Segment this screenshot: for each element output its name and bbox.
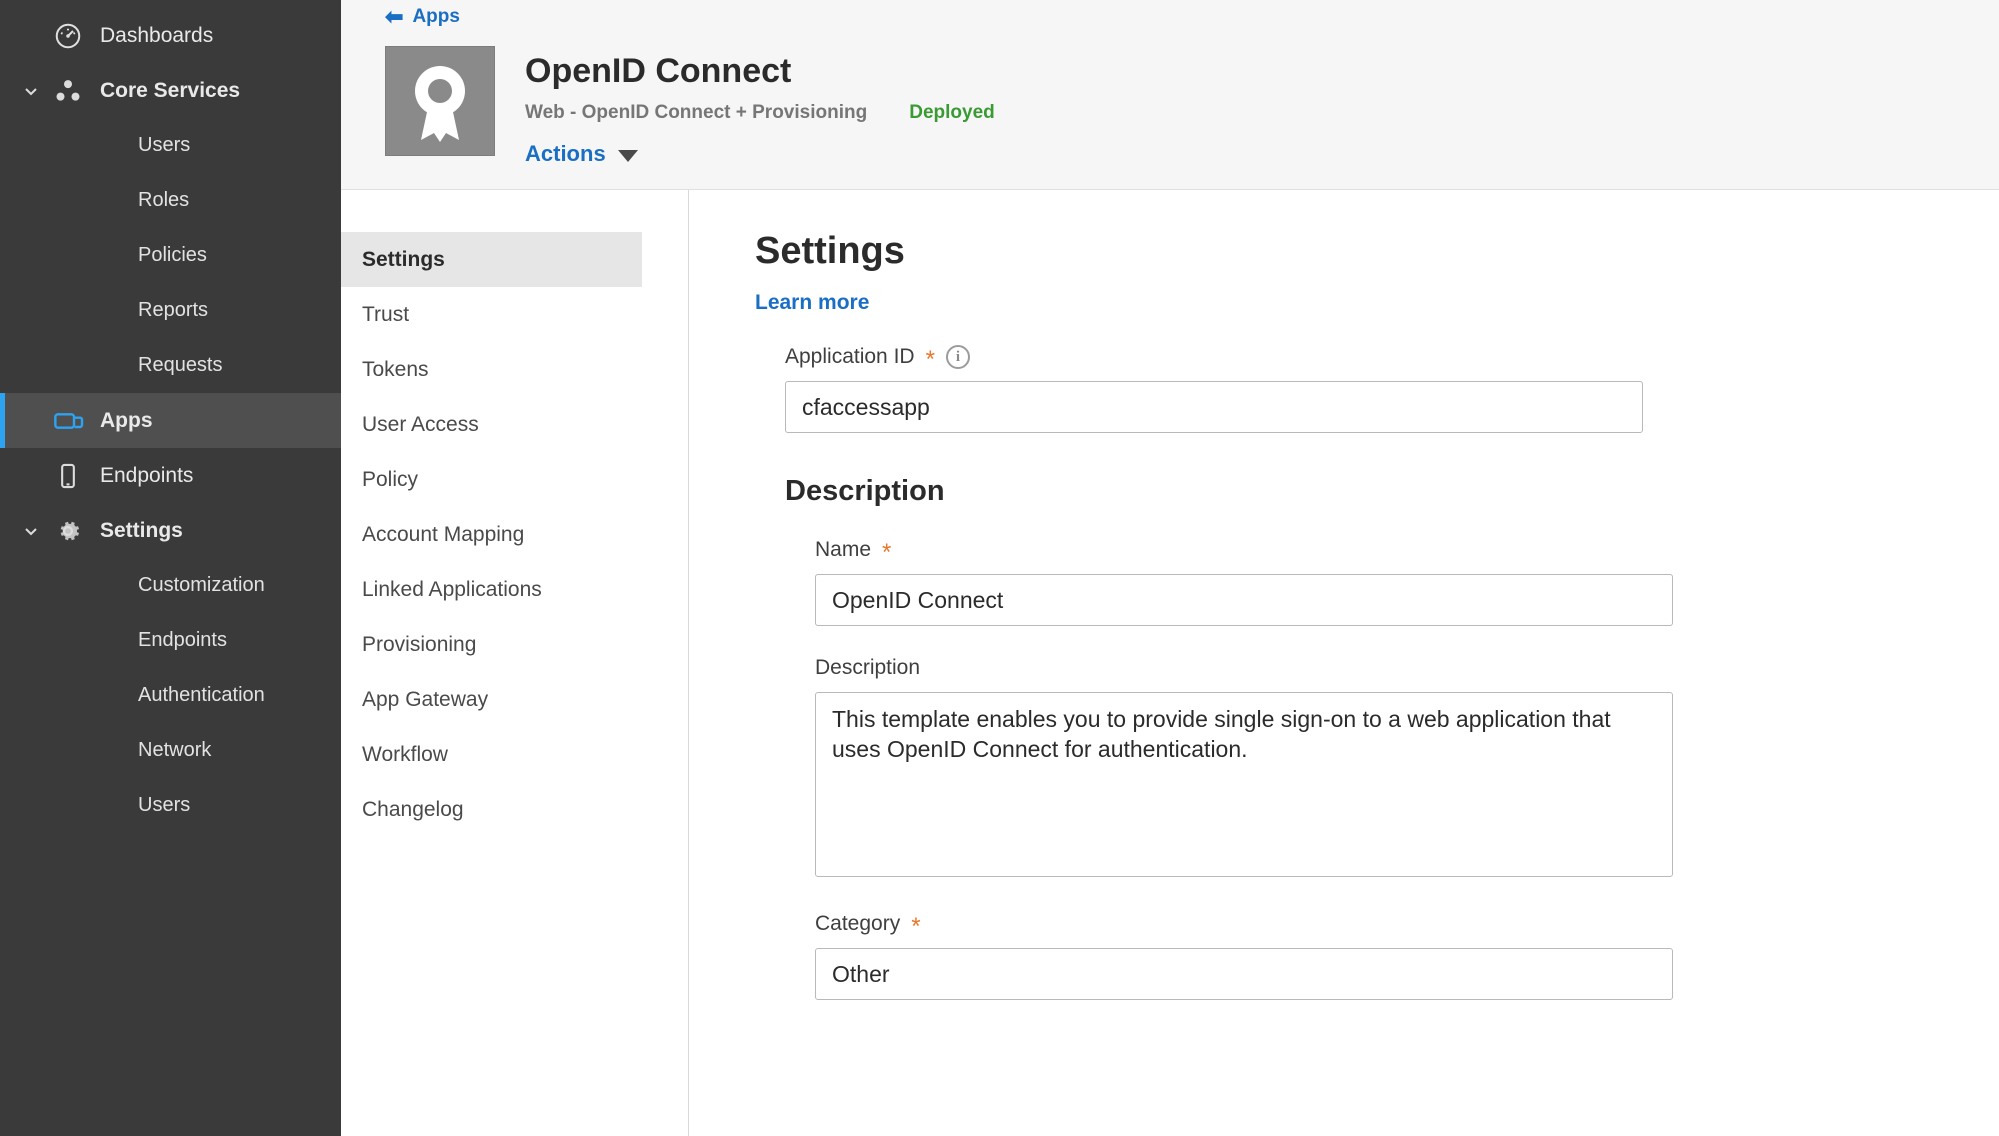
sidebar-item-apps[interactable] [0, 393, 341, 448]
core-services-icon [44, 76, 92, 106]
tab-policy[interactable] [341, 452, 642, 507]
app-subline [525, 102, 995, 124]
tab-workflow[interactable] [341, 727, 642, 782]
subnav-item-label: Changelog [362, 797, 464, 821]
description-label-row [815, 656, 1999, 680]
subnav-item-label: Linked Applications [362, 577, 542, 601]
sidebar-item-label: Users [138, 794, 191, 816]
gear-icon [44, 515, 92, 547]
app-logo-icon [385, 46, 495, 156]
chevron-down-icon[interactable] [18, 523, 44, 539]
tab-user-access[interactable] [341, 397, 642, 452]
sidebar-item-customization[interactable] [0, 558, 341, 613]
category-label: Category [815, 912, 901, 936]
tab-app-gateway[interactable] [341, 672, 642, 727]
description-textarea[interactable] [815, 692, 1673, 877]
sidebar-item-settings-users[interactable] [0, 778, 341, 833]
subnav-item-label: Tokens [362, 357, 429, 381]
actions-menu-button[interactable] [525, 141, 995, 167]
sidebar-item-label: Endpoints [100, 463, 194, 487]
subnav-item-label: Account Mapping [362, 522, 525, 546]
required-asterisk: * [925, 346, 935, 374]
device-icon [44, 462, 92, 490]
sidebar-item-roles[interactable] [0, 173, 341, 228]
actions-label: Actions [525, 141, 606, 167]
subnav-item-label: Workflow [362, 742, 448, 766]
application-id-label-row [785, 345, 1999, 374]
app-header [341, 0, 1999, 190]
sidebar-item-label: Dashboards [100, 23, 214, 47]
sidebar-item-network[interactable] [0, 723, 341, 778]
sidebar-item-label: Core Services [100, 78, 241, 102]
breadcrumb-apps[interactable] [341, 0, 1999, 34]
page-title: OpenID Connect [525, 52, 792, 90]
tab-trust[interactable] [341, 287, 642, 342]
main-column [341, 0, 1999, 1136]
sidebar-item-requests[interactable] [0, 338, 341, 393]
tab-settings[interactable] [341, 232, 642, 287]
subnav-item-label: Settings [362, 247, 445, 271]
category-field [815, 912, 1999, 1000]
app-header-text [495, 46, 995, 167]
sidebar-item-label: Network [138, 739, 212, 761]
apps-icon [44, 405, 92, 437]
sidebar-item-settings-endpoints[interactable] [0, 613, 341, 668]
sidebar-item-label: Users [138, 134, 191, 156]
required-asterisk: * [911, 913, 921, 941]
description-section-heading: Description [785, 475, 945, 508]
sidebar-item-label: Customization [138, 574, 265, 596]
description-field [815, 656, 1999, 882]
learn-more-link[interactable]: Learn more [755, 291, 870, 315]
sidebar-item-users[interactable] [0, 118, 341, 173]
application-id-field [785, 345, 1999, 433]
tab-provisioning[interactable] [341, 617, 642, 672]
app-subnav [341, 190, 689, 1136]
chevron-down-icon [618, 150, 638, 162]
tab-account-mapping[interactable] [341, 507, 642, 562]
status-badge: Deployed [909, 102, 995, 124]
info-icon[interactable]: i [946, 345, 970, 369]
sidebar-item-label: Roles [138, 189, 190, 211]
application-id-label: Application ID [785, 345, 915, 369]
name-input[interactable] [815, 574, 1673, 626]
sidebar-item-label: Requests [138, 354, 223, 376]
sidebar-item-core-services[interactable] [0, 63, 341, 118]
gauge-icon [44, 21, 92, 51]
chevron-down-icon[interactable] [18, 83, 44, 99]
sidebar-item-settings[interactable] [0, 503, 341, 558]
breadcrumb-label: Apps [412, 6, 460, 27]
sidebar-item-label: Authentication [138, 684, 265, 706]
application-id-input[interactable] [785, 381, 1643, 433]
category-input[interactable] [815, 948, 1673, 1000]
sidebar-item-label: Reports [138, 299, 209, 321]
sidebar-item-dashboards[interactable] [0, 8, 341, 63]
sidebar-item-label: Settings [100, 518, 183, 542]
required-asterisk: * [882, 539, 892, 567]
sidebar-item-authentication[interactable] [0, 668, 341, 723]
subnav-item-label: Provisioning [362, 632, 477, 656]
settings-panel [689, 190, 1999, 1136]
name-label-row [815, 538, 1999, 567]
back-arrow-icon: ⬅ [385, 4, 404, 29]
subnav-item-label: Trust [362, 302, 410, 326]
sidebar-item-reports[interactable] [0, 283, 341, 338]
tab-tokens[interactable] [341, 342, 642, 397]
subnav-item-label: App Gateway [362, 687, 489, 711]
sidebar-item-label: Apps [100, 408, 153, 432]
name-field [815, 538, 1999, 626]
category-label-row [815, 912, 1999, 941]
sidebar-item-endpoints[interactable] [0, 448, 341, 503]
subnav-item-label: Policy [362, 467, 419, 491]
sidebar-item-label: Endpoints [138, 629, 227, 651]
app-type-label: Web - OpenID Connect + Provisioning [525, 102, 868, 124]
primary-sidebar [0, 0, 341, 1136]
description-label: Description [815, 656, 921, 680]
name-label: Name [815, 538, 872, 562]
tab-changelog[interactable] [341, 782, 642, 837]
settings-heading: Settings [755, 230, 905, 273]
sidebar-item-policies[interactable] [0, 228, 341, 283]
tab-linked-applications[interactable] [341, 562, 642, 617]
sidebar-item-label: Policies [138, 244, 207, 266]
content-body [341, 190, 1999, 1136]
app-identity [341, 34, 1999, 167]
subnav-item-label: User Access [362, 412, 479, 436]
